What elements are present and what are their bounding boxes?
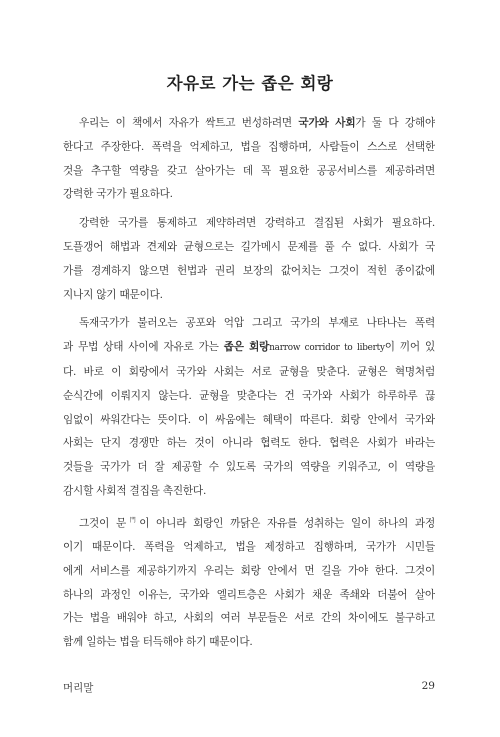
text-line: [63, 212, 435, 236]
text-line: [63, 260, 435, 284]
text-line: [63, 336, 435, 361]
text-run: 가는 법을 배워야 하고, 사회의 여러 부문들은 서로 간의 차이에도 불구하고: [63, 612, 435, 625]
text-line: [63, 112, 435, 136]
text-line: [63, 509, 435, 536]
text-run: 우리는 이 책에서 자유가 싹트고 번성하려면: [79, 117, 299, 129]
text-run: 가를 경계하지 않으면 헌법과 권리 보장의 값어치는 그것이 적힌 종이값에: [63, 264, 435, 277]
page-number: 29: [421, 680, 435, 692]
text-run: 강력한 국가를 통제하고 제약하려면 강력하고 결집된 사회가 필요하다.: [79, 217, 435, 230]
text-line: [63, 536, 435, 560]
text-run: 이 끼어 있: [384, 341, 435, 354]
text-run: 사회는 단지 경쟁만 하는 것이 아니라 협력도 한다. 협력은 사회가 바라는: [63, 437, 435, 450]
text-line: [63, 236, 435, 260]
text-line: [63, 312, 435, 336]
text-line: [63, 456, 435, 480]
text-line: [63, 183, 435, 207]
text-line: [63, 560, 435, 584]
text-run: 한다고 주장한다. 폭력을 억제하고, 법을 집행하며, 사람들이 스스로 선택한: [63, 140, 435, 153]
text-run: 도플갱어 해법과 견제와 균형으로는 길가메시 문제를 풀 수 없다. 사회가 국: [63, 240, 435, 253]
running-footer-section: 머리말: [63, 682, 94, 694]
text-run: 하나의 과정인 이유는, 국가와 엘리트층은 사회가 채운 족쇄와 더불어 살아: [63, 588, 435, 601]
paragraph: [63, 312, 435, 503]
text-line: [63, 584, 435, 608]
paragraph: [63, 212, 435, 307]
text-line: [63, 607, 435, 631]
text-line: [63, 409, 435, 433]
text-line: [63, 432, 435, 456]
text-run: 함께 일하는 법을 터득해야 하기 때문이다.: [63, 636, 253, 649]
paragraph: [63, 509, 435, 655]
emphasis-text: 국가와 사회: [298, 117, 356, 129]
emphasis-text: 좁은 회랑: [223, 341, 270, 354]
text-line: [63, 385, 435, 409]
text-run: 에게 서비스를 제공하기까지 우리는 회랑 안에서 먼 길을 가야 한다. 그것이: [63, 564, 435, 577]
text-run: 순식간에 이뤄지지 않는다. 균형을 맞춘다는 건 국가와 사회가 하루하루 끊: [63, 389, 435, 402]
paragraph: [63, 112, 435, 207]
text-run: 이기 때문이다. 폭력을 억제하고, 법을 제정하고 집행하며, 국가가 시민들: [63, 541, 435, 554]
text-run: 그것이 문: [79, 517, 127, 530]
chapter-title: 자유로 가는 좁은 회랑: [166, 74, 334, 93]
text-run: 이 아니라 회랑인 까닭은 자유를 성취하는 일이 하나의 과정: [139, 517, 435, 530]
hanja-gloss: 門: [126, 516, 140, 524]
text-run: 감시할 사회적 결집을 촉진한다.: [63, 484, 207, 497]
text-line: [63, 631, 435, 655]
text-run: 과 무법 상태 사이에 자유로 가는: [63, 341, 224, 354]
body-text: [63, 112, 435, 660]
text-line: [63, 480, 435, 504]
text-line: [63, 284, 435, 308]
text-line: [63, 361, 435, 385]
text-run: 독재국가가 불러오는 공포와 억압 그리고 국가의 부재로 나타나는 폭력: [79, 317, 435, 330]
english-gloss: narrow corridor to liberty: [269, 343, 385, 354]
text-run: 가 둘 다 강해야: [355, 117, 435, 129]
text-line: [63, 160, 435, 184]
text-run: 것들을 국가가 더 잘 제공할 수 있도록 국가의 역량을 키워주고, 이 역량을: [63, 461, 435, 474]
text-run: 임없이 싸워간다는 뜻이다. 이 싸움에는 혜택이 따른다. 회랑 안에서 국가와: [63, 413, 435, 426]
text-run: 지나지 않기 때문이다.: [63, 288, 163, 301]
text-run: 강력한 국가가 필요하다.: [63, 188, 173, 201]
text-run: 것을 추구할 역량을 갖고 살아가는 데 꼭 필요한 공공서비스를 제공하려면: [63, 164, 435, 177]
text-line: [63, 136, 435, 160]
text-run: 다. 바로 이 회랑에서 국가와 사회는 서로 균형을 맞춘다. 균형은 혁명처럼: [63, 365, 435, 378]
